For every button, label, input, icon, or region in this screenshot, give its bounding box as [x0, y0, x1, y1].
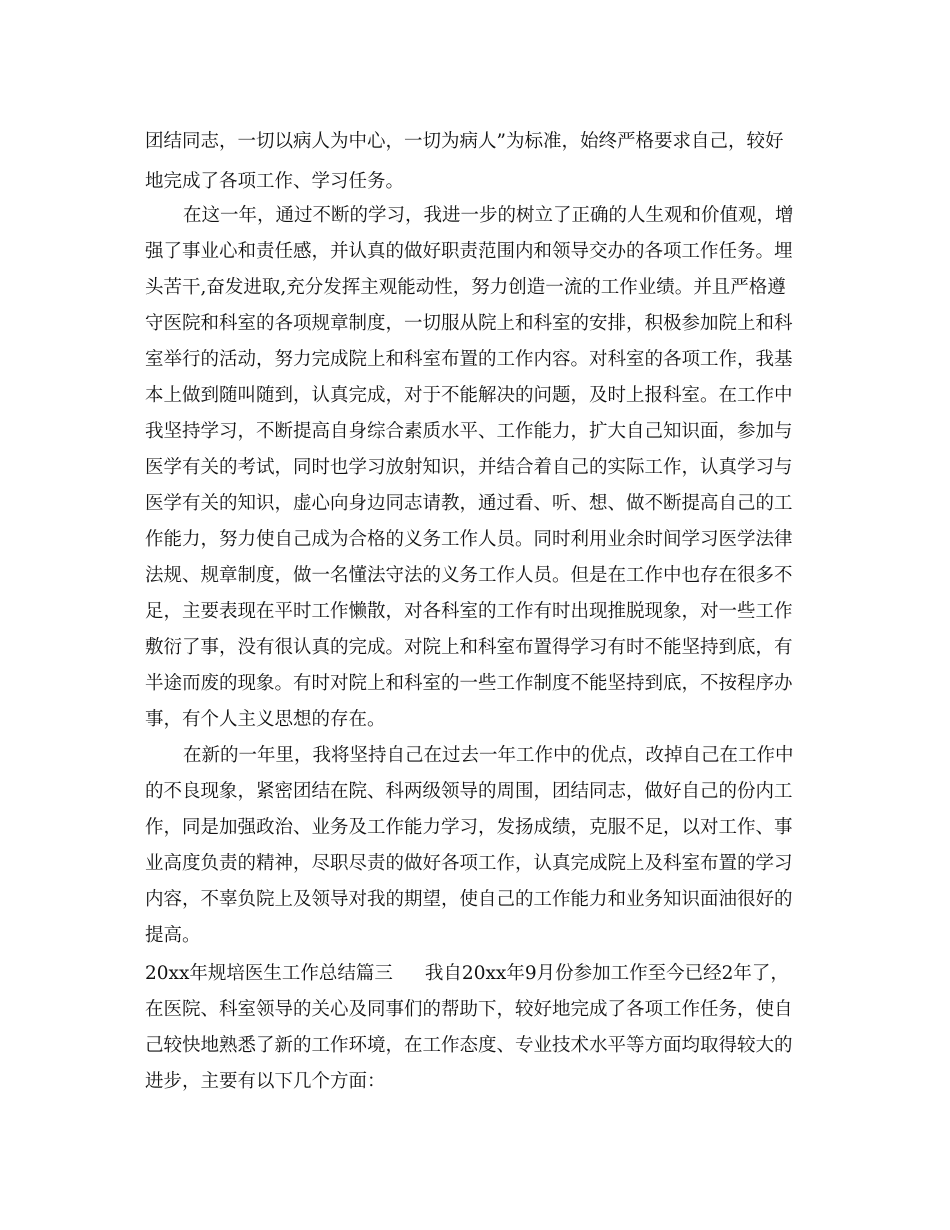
- paragraph-line: 头苦干,奋发进取,充分发挥主观能动性，努力创造一流的工作业绩。并且严格遵: [145, 277, 786, 298]
- paragraph-line: 业高度负责的精神，尽职尽责的做好各项工作，认真完成院上及科室布置的学习: [145, 853, 793, 874]
- paragraph-line: 守医院和科室的各项规章制度，一切服从院上和科室的安排，积极参加院上和科: [145, 313, 793, 334]
- paragraph-line: 团结同志，一切以病人为中心，一切为病人”为标准，始终严格要求自己，较好: [145, 131, 784, 152]
- paragraph-line: 室举行的活动，努力完成院上和科室布置的工作内容。对科室的各项工作，我基: [145, 349, 793, 370]
- section-heading-line: [145, 962, 789, 986]
- paragraph-line: 足，主要表现在平时工作懒散，对各科室的工作有时出现推脱现象，对一些工作: [145, 601, 793, 622]
- paragraph-line: 本上做到随叫随到，认真完成，对于不能解决的问题，及时上报科室。在工作中: [145, 385, 793, 406]
- paragraph-line: 法规、规章制度，做一名懂法守法的义务工作人员。但是在工作中也存在很多不: [145, 565, 793, 586]
- paragraph-line: 在医院、科室领导的关心及同事们的帮助下，较好地完成了各项工作任务，使自: [145, 999, 793, 1020]
- paragraph-line: 我坚持学习，不断提高自身综合素质水平、工作能力，扩大自己知识面，参加与: [145, 421, 793, 442]
- paragraph-line: 半途而废的现象。有时对院上和科室的一些工作制度不能坚持到底，不按程序办: [145, 673, 793, 694]
- paragraph-line: 医学有关的考试，同时也学习放射知识，并结合着自己的实际工作，认真学习与: [145, 457, 793, 478]
- section-heading-title: 20xx年规培医生工作总结篇三: [145, 963, 393, 984]
- paragraph-line: 作能力，努力使自己成为合格的义务工作人员。同时利用业余时间学习医学法律: [145, 529, 793, 550]
- paragraph-line: 内容，不辜负院上及领导对我的期望，使自己的工作能力和业务知识面油很好的: [145, 889, 793, 910]
- paragraph-line: 提高。: [145, 925, 201, 946]
- paragraph-line: 在这一年，通过不断的学习，我进一步的树立了正确的人生观和价值观，增: [183, 205, 794, 226]
- paragraph-line: 事，有个人主义思想的存在。: [145, 709, 386, 730]
- paragraph-line: 医学有关的知识，虚心向身边同志请教，通过看、听、想、做不断提高自己的工: [145, 493, 793, 514]
- paragraph-line: 敷衍了事，没有很认真的完成。对院上和科室布置得学习有时不能坚持到底，有: [145, 637, 793, 658]
- section-heading-text: 我自20xx年9月份参加工作至今已经2年了，: [424, 963, 789, 984]
- paragraph-line: 地完成了各项工作、学习任务。: [145, 171, 405, 192]
- paragraph-line: 作，同是加强政治、业务及工作能力学习，发扬成绩，克服不足，以对工作、事: [145, 817, 793, 838]
- paragraph-line: 进步，主要有以下几个方面：: [145, 1071, 386, 1092]
- paragraph-line: 在新的一年里，我将坚持自己在过去一年工作中的优点，改掉自己在工作中: [183, 745, 794, 766]
- paragraph-line: 己较快地熟悉了新的工作环境，在工作态度、专业技术水平等方面均取得较大的: [145, 1035, 793, 1056]
- paragraph-line: 强了事业心和责任感，并认真的做好职责范围内和领导交办的各项工作任务。埋: [145, 241, 793, 262]
- paragraph-line: 的不良现象，紧密团结在院、科两级领导的周围，团结同志，做好自己的份内工: [145, 781, 793, 802]
